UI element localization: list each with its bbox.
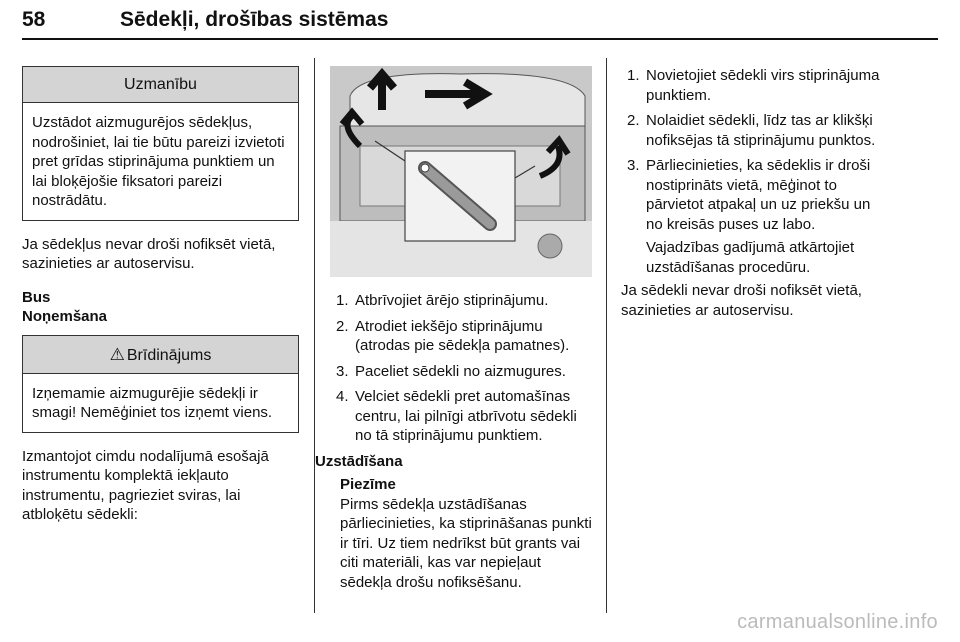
list-item: 3. Pārliecinieties, ka sēdeklis ir droši nostiprināts vietā, mēģinot to pārvietot atpakaļ un uz priekšu un no kreisās puses uz labo. <box>627 157 871 233</box>
warning-icon: ⚠ <box>109 344 125 364</box>
caution-heading: Uzmanību <box>23 67 298 103</box>
list-item: 3. Paceliet sēdekli no aizmugures. <box>336 362 566 380</box>
repeat-procedure-note: Vajadzības gadījumā atkārtojiet uzstādīšanas procedūru. <box>646 239 855 276</box>
column-left <box>22 66 299 539</box>
warning-heading <box>23 336 298 374</box>
page-number: 58 <box>22 8 46 31</box>
column-middle <box>315 66 592 606</box>
removal-steps-list <box>330 291 592 446</box>
warning-box <box>22 335 299 433</box>
warning-body: Izņemamie aizmugurējie sēdekļi ir smagi! Nemēģiniet tos izņemt viens. <box>32 384 273 421</box>
paragraph-contact-service-right: Ja sēdekli nevar droši nofiksēt vietā, sazinieties ar autoservisu. <box>621 282 862 319</box>
paragraph-tool-instructions: Izmantojot cimdu nodalījumā esošajā instrumentu komplektā iekļauto instrumentu, pagrieziet sviras, lai atbloķētu sēdekli: <box>22 447 269 523</box>
section-label-removal: Noņemšana <box>22 308 108 325</box>
list-item: 2. Nolaidiet sēdekli, līdz tas ar klikšķi nofiksējas tā stiprinājumu punktos. <box>627 112 876 149</box>
note-block <box>330 475 592 592</box>
caution-box <box>22 66 299 221</box>
warning-heading-text: Brīdinājums <box>126 346 212 364</box>
watermark: carmanualsonline.info <box>737 611 938 633</box>
section-label-bus: Bus <box>22 288 51 306</box>
caution-body: Uzstādot aizmugurējos sēdekļus, nodrošiniet, lai tie būtu pareizi izvietoti pret grīdas stiprinājuma punktiem un lai bloķējošie fiksatori pareizi nostrādātu. <box>32 114 285 209</box>
seat-latch-illustration <box>330 66 592 277</box>
column-divider <box>606 58 607 613</box>
install-steps-list <box>621 66 889 234</box>
page-header <box>22 8 940 38</box>
note-body: Pirms sēdekļa uzstādīšanas pārliecinieties, ka stiprināšanas punkti ir tīri. Uz tiem nedrīkst būt grants vai citi materiāli, kas var nepieļaut sēdekļa drošu nofiksēšanu. <box>340 495 592 591</box>
list-item: 4. Velciet sēdekli pret automašīnas centru, lai pilnīgi atbrīvotu sēdekli no tā stiprinājumu punktiem. <box>336 388 577 444</box>
note-heading: Piezīme <box>340 476 396 493</box>
paragraph-contact-service: Ja sēdekļus nevar droši nofiksēt vietā, sazinieties ar autoservisu. <box>22 235 276 272</box>
seat-latch-drawing <box>330 66 592 277</box>
list-item: 2. Atrodiet iekšējo stiprinājumu (atrodas pie sēdekļa pamatnes). <box>336 317 570 354</box>
list-item: 1. Novietojiet sēdekli virs stiprinājuma punktiem. <box>627 67 880 104</box>
list-item: 1. Atbrīvojiet ārējo stiprinājumu. <box>336 292 549 309</box>
page-title: Sēdekļi, drošības sistēmas <box>120 8 389 31</box>
header-divider <box>22 38 938 40</box>
column-right <box>621 66 889 334</box>
column-divider <box>314 58 315 613</box>
section-label-install: Uzstādīšana <box>315 452 403 470</box>
